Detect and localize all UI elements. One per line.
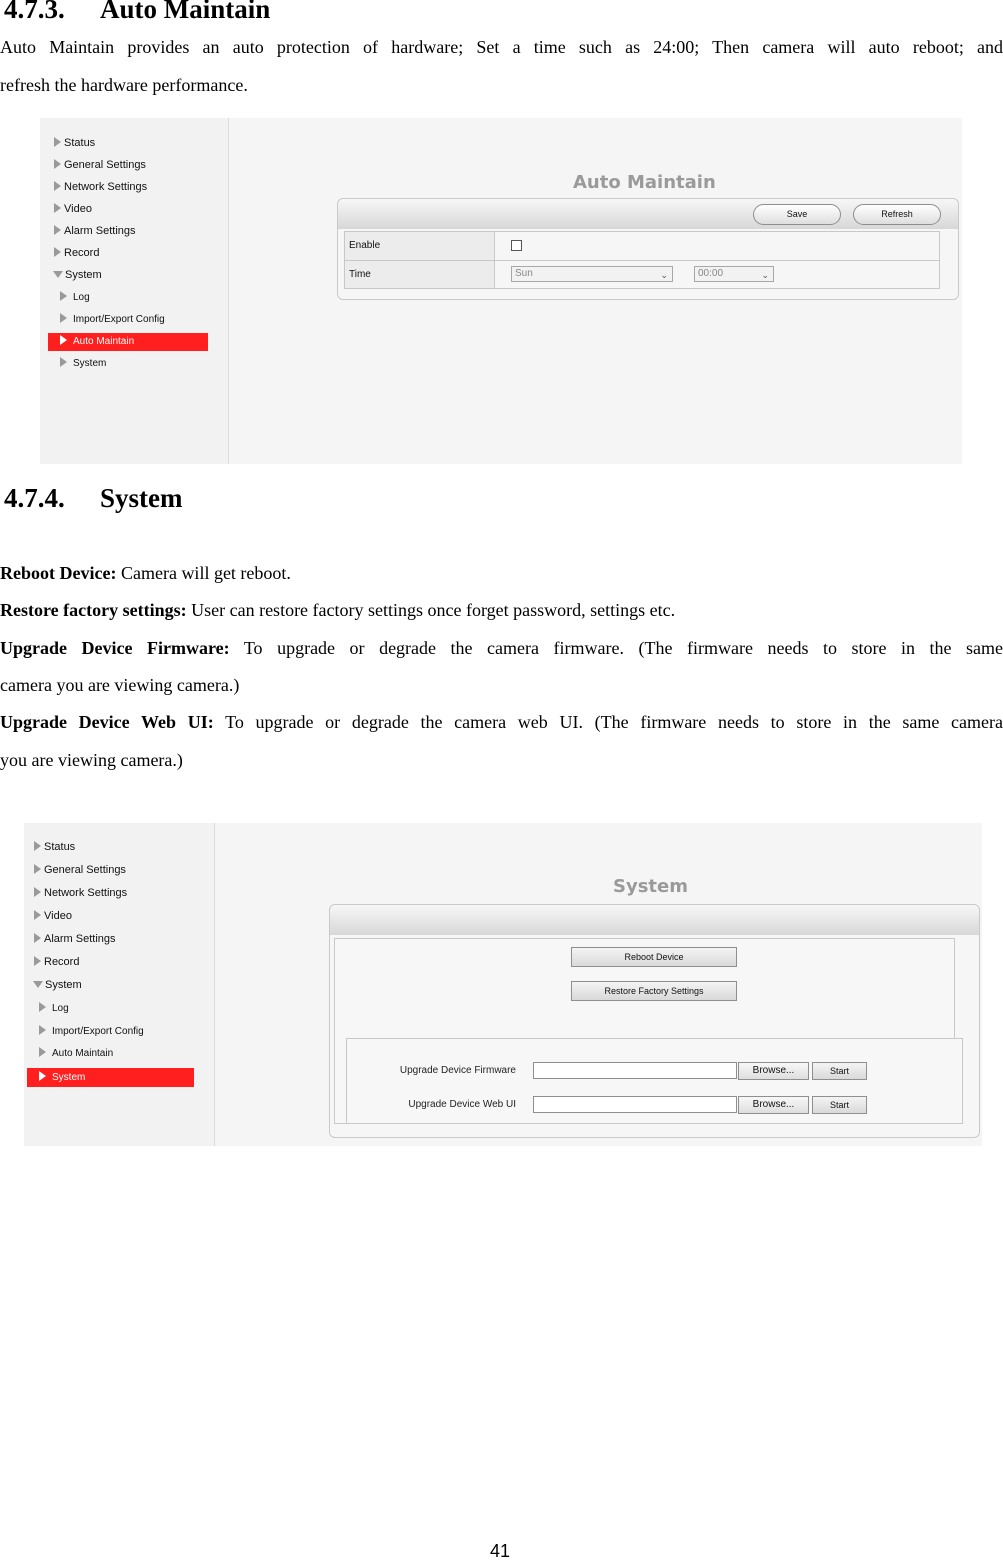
triangle-right-icon	[34, 887, 41, 897]
sidebar-item-general-settings[interactable]: General Settings	[34, 864, 126, 876]
webui-start-button[interactable]: Start	[812, 1096, 867, 1114]
firmware-browse-button[interactable]: Browse...	[738, 1062, 809, 1080]
webui-file-input[interactable]	[533, 1096, 737, 1113]
sidebar-item-record[interactable]: Record	[34, 956, 79, 968]
triangle-right-icon	[34, 864, 41, 874]
chevron-down-icon: ⌄	[660, 270, 668, 280]
content-area	[228, 118, 962, 464]
sidebar-subitem-import-export[interactable]: Import/Export Config	[60, 313, 165, 325]
intro-line-2: refresh the hardware performance.	[0, 75, 248, 95]
sidebar-item-network-settings[interactable]: Network Settings	[54, 181, 147, 193]
desc-firmware: Upgrade Device Firmware: To upgrade or degrade the camera firmware. (The firmware needs to store in the same	[0, 638, 1003, 658]
section-title: Auto Maintain	[100, 0, 271, 24]
system-screenshot	[24, 823, 982, 1146]
triangle-right-icon	[54, 247, 61, 257]
day-select[interactable]: Sun ⌄	[511, 266, 673, 282]
section-heading-system	[4, 483, 183, 514]
triangle-right-icon	[34, 910, 41, 920]
triangle-right-icon	[39, 1071, 46, 1081]
sidebar-item-alarm-settings[interactable]: Alarm Settings	[54, 225, 136, 237]
sidebar-item-record[interactable]: Record	[54, 247, 99, 259]
triangle-right-icon	[54, 225, 61, 235]
sidebar-item-video[interactable]: Video	[54, 203, 92, 215]
restore-factory-settings-button[interactable]: Restore Factory Settings	[571, 981, 737, 1001]
triangle-right-icon	[39, 1047, 46, 1057]
desc-reboot: Reboot Device: Camera will get reboot.	[0, 563, 291, 583]
settings-frame	[337, 198, 959, 300]
sidebar	[40, 118, 228, 464]
sidebar-subitem-system-active[interactable]: System	[27, 1068, 194, 1087]
sidebar-item-video[interactable]: Video	[34, 910, 72, 922]
chevron-down-icon: ⌄	[761, 270, 769, 280]
triangle-down-icon	[33, 981, 43, 988]
section-number: 4.7.4.	[4, 483, 65, 513]
triangle-right-icon	[39, 1002, 46, 1012]
desc-restore: Restore factory settings: User can restore factory settings once forget password, settings etc.	[0, 600, 676, 620]
triangle-right-icon	[34, 933, 41, 943]
system-frame	[329, 904, 980, 1138]
section-number: 4.7.3.	[4, 0, 65, 24]
refresh-button[interactable]: Refresh	[853, 204, 941, 225]
sidebar-subitem-auto-maintain-active[interactable]: Auto Maintain	[48, 333, 208, 351]
firmware-start-button[interactable]: Start	[812, 1062, 867, 1080]
auto-maintain-screenshot	[40, 118, 962, 464]
webui-browse-button[interactable]: Browse...	[738, 1096, 809, 1114]
sidebar-item-system[interactable]: System	[33, 979, 82, 991]
triangle-right-icon	[60, 357, 67, 367]
section-heading-auto-maintain	[4, 0, 270, 25]
panel-title: Auto Maintain	[573, 172, 716, 193]
page-number: 41	[490, 1541, 511, 1561]
sidebar	[24, 823, 214, 1146]
triangle-right-icon	[54, 181, 61, 191]
section-title: System	[100, 483, 183, 513]
sidebar-subitem-import-export[interactable]: Import/Export Config	[39, 1025, 144, 1037]
sidebar-item-status[interactable]: Status	[54, 137, 95, 149]
desc-webui: Upgrade Device Web UI: To upgrade or degrade the camera web UI. (The firmware needs to store in the same camera	[0, 712, 1003, 732]
sidebar-subitem-log[interactable]: Log	[39, 1002, 69, 1014]
sidebar-item-alarm-settings[interactable]: Alarm Settings	[34, 933, 116, 945]
desc-webui-cont: you are viewing camera.)	[0, 750, 183, 770]
intro-line-1: Auto Maintain provides an auto protection of hardware; Set a time such as 24:00; Then camera will auto reboot; and	[0, 37, 1003, 57]
time-select[interactable]: 00:00 ⌄	[694, 266, 774, 282]
triangle-down-icon	[53, 271, 63, 278]
triangle-right-icon	[39, 1025, 46, 1035]
reboot-device-button[interactable]: Reboot Device	[571, 947, 737, 967]
sidebar-subitem-system[interactable]: System	[60, 357, 106, 369]
sidebar-item-system[interactable]: System	[53, 269, 102, 281]
triangle-right-icon	[34, 956, 41, 966]
toolbar	[330, 905, 979, 935]
triangle-right-icon	[54, 137, 61, 147]
triangle-right-icon	[54, 203, 61, 213]
sidebar-item-general-settings[interactable]: General Settings	[54, 159, 146, 171]
triangle-right-icon	[60, 335, 67, 345]
desc-firmware-cont: camera you are viewing camera.)	[0, 675, 240, 695]
sidebar-item-status[interactable]: Status	[34, 841, 75, 853]
upgrade-firmware-label: Upgrade Device Firmware	[399, 1065, 516, 1076]
upgrade-webui-label: Upgrade Device Web UI	[408, 1099, 516, 1110]
firmware-file-input[interactable]	[533, 1062, 737, 1079]
time-row	[344, 260, 940, 289]
enable-row	[344, 231, 940, 261]
panel-title: System	[613, 876, 688, 897]
triangle-right-icon	[60, 291, 67, 301]
sidebar-subitem-log[interactable]: Log	[60, 291, 90, 303]
triangle-right-icon	[54, 159, 61, 169]
sidebar-subitem-auto-maintain[interactable]: Auto Maintain	[39, 1047, 113, 1059]
content-area	[214, 823, 982, 1146]
sidebar-item-network-settings[interactable]: Network Settings	[34, 887, 127, 899]
time-label: Time	[345, 261, 495, 288]
triangle-right-icon	[34, 841, 41, 851]
save-button[interactable]: Save	[753, 204, 841, 225]
triangle-right-icon	[60, 313, 67, 323]
enable-checkbox[interactable]	[511, 240, 522, 251]
enable-label: Enable	[345, 232, 495, 260]
